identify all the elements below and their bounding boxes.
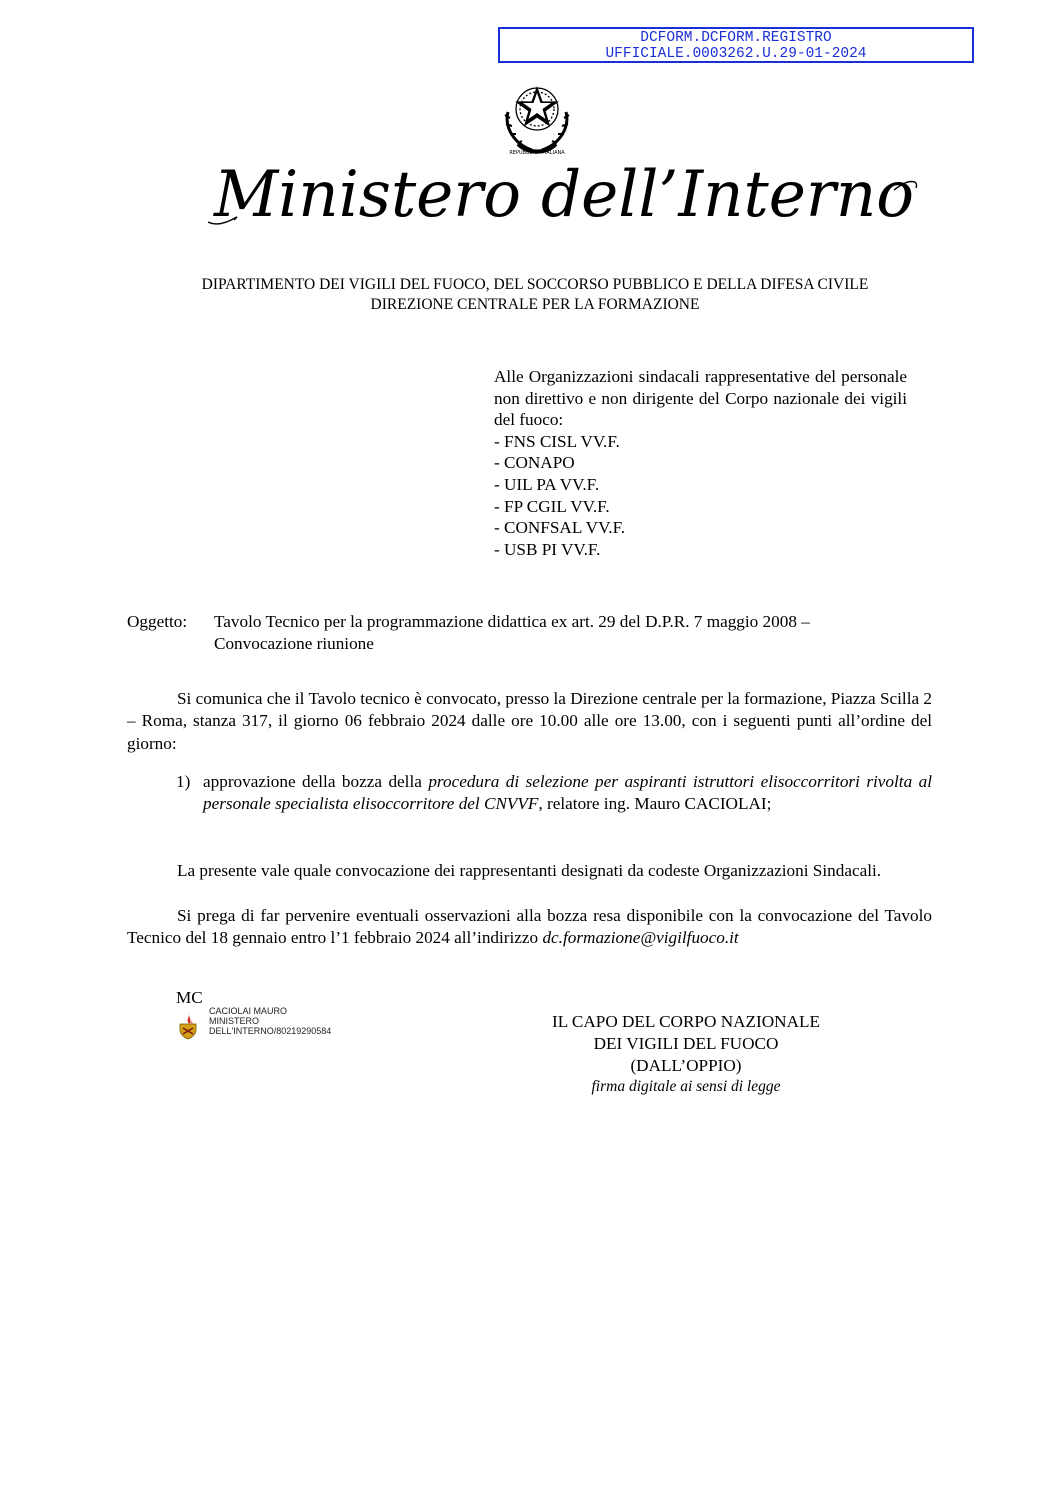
observations-text: Si prega di far pervenire eventuali osservazioni alla bozza resa disponibile con la convocazione del Tavolo Tecnico del 18 gennaio entro l’1 febbraio 2024 all’indirizzo — [127, 906, 932, 948]
email-link[interactable]: dc.formazione@vigilfuoco.it — [542, 928, 739, 948]
signature-line-3: DELL'INTERNO/80219290584 — [209, 1026, 332, 1036]
subject-label: Oggetto: — [127, 612, 188, 631]
recipients-list — [494, 431, 907, 561]
emblem-motto: REPUBBLICA ITALIANA — [509, 150, 565, 156]
list-item: - FP CGIL VV.F. — [494, 496, 610, 516]
signatory-legal-note: firma digitale ai sensi di legge — [591, 1078, 781, 1095]
department-name: DIPARTIMENTO DEI VIGILI DEL FUOCO, DEL SOCCORSO PUBBLICO E DELLA DIFESA CIVILE — [201, 276, 869, 293]
subject-line-2: Convocazione riunione — [214, 634, 374, 653]
signatory-name: (DALL’OPPIO) — [630, 1056, 742, 1075]
protocol-stamp — [498, 27, 974, 63]
signatory-title-1: IL CAPO DEL CORPO NAZIONALE — [552, 1012, 820, 1031]
agenda-number: 1) — [176, 772, 191, 791]
letterhead — [100, 275, 970, 315]
signatory-block — [486, 1011, 886, 1097]
svg-text:Ministero dell’Interno: Ministero dell’Interno — [213, 158, 914, 232]
list-item: - FNS CISL VV.F. — [494, 431, 620, 451]
digital-signature-mark — [176, 1006, 351, 1042]
list-item: - USB PI VV.F. — [494, 539, 601, 559]
list-item: - CONAPO — [494, 453, 575, 473]
signature-line-1: CACIOLAI MAURO — [209, 1006, 288, 1016]
subject-line-1: Tavolo Tecnico per la programmazione didattica ex art. 29 del D.P.R. 7 maggio 2008 – — [214, 612, 810, 631]
ministry-title — [204, 150, 924, 242]
digital-signature-text — [209, 1006, 331, 1036]
list-item: - UIL PA VV.F. — [494, 474, 600, 494]
directorate-name: DIREZIONE CENTRALE PER LA FORMAZIONE — [370, 296, 700, 313]
signatory-title-2: DEI VIGILI DEL FUOCO — [593, 1034, 779, 1053]
protocol-line-2: UFFICIALE.0003262.U.29-01-2024 — [605, 46, 867, 62]
agenda-text-before: approvazione della bozza della — [203, 772, 429, 791]
paragraph-convocation: Si comunica che il Tavolo tecnico è convocato, presso la Direzione centrale per la formazione, Piazza Scilla 2 – Roma, stanza 317, il giorno 06 febbraio 2024 dalle ore 10.00 alle ore 13.00, con i seguenti punti all’ordine del giorno: — [127, 689, 932, 753]
agenda-text-after: , relatore ing. Mauro CACIOLAI; — [538, 794, 772, 814]
protocol-line-1: DCFORM.DCFORM.REGISTRO — [640, 30, 832, 46]
agenda-item — [176, 771, 932, 816]
vigili-del-fuoco-logo-icon — [176, 1010, 200, 1040]
signature-line-2: MINISTERO — [209, 1016, 260, 1026]
paragraph-observations — [127, 905, 932, 950]
initials: MC — [176, 988, 203, 1007]
paragraph-representatives: La presente vale quale convocazione dei rappresentanti designati da codeste Organizzazioni Sindacali. — [177, 861, 882, 880]
list-item: - CONFSAL VV.F. — [494, 518, 626, 538]
recipients-intro: Alle Organizzazioni sindacali rappresentative del personale non direttivo e non dirigente del Corpo nazionale dei vigili del fuoco: — [494, 367, 907, 430]
agenda-text — [203, 771, 932, 816]
subject-text — [214, 611, 934, 655]
agenda-text-italic: procedura di selezione per aspiranti istruttori elisoccorritori rivolta al personale specialista elisoccorritore del CNVVF — [203, 772, 933, 814]
italian-republic-emblem-icon — [496, 82, 578, 160]
recipients-block — [494, 366, 907, 560]
